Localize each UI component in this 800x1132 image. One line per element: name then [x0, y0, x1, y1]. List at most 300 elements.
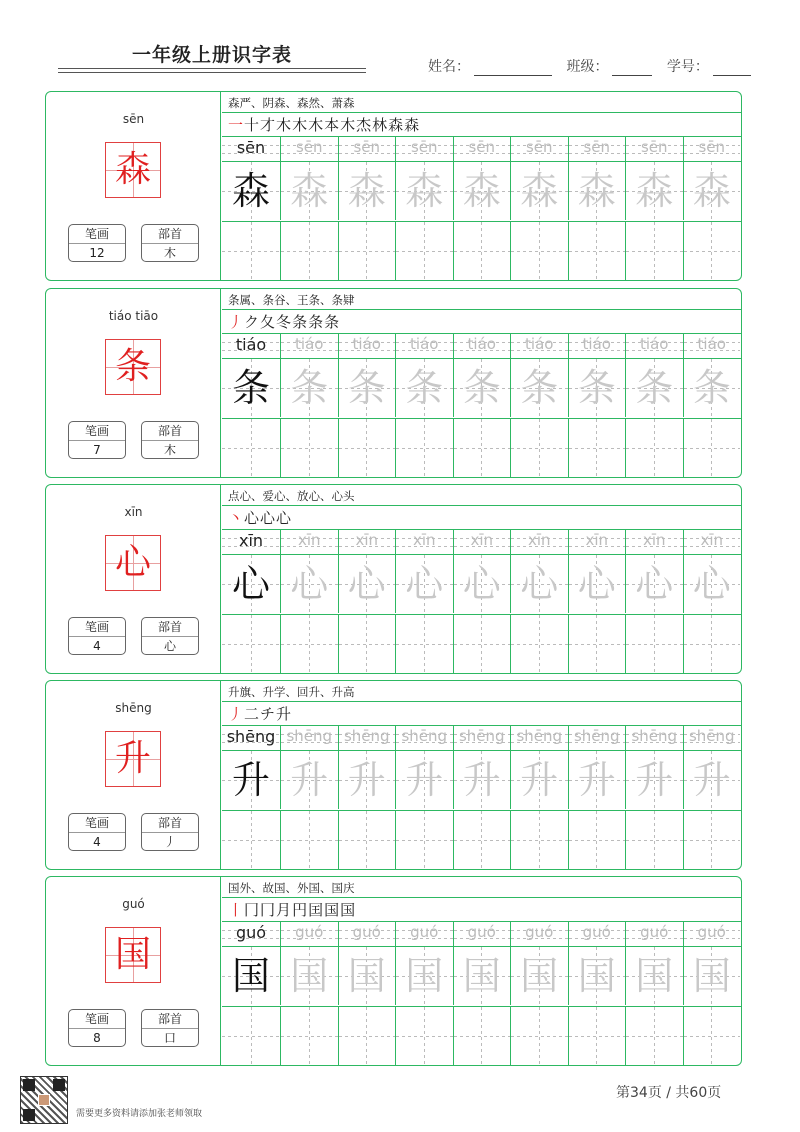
stroke-step: 冬 [276, 313, 292, 331]
practice-cell[interactable] [280, 811, 338, 869]
trace-cell[interactable] [395, 555, 453, 613]
radical-box [141, 813, 199, 851]
practice-cell[interactable] [568, 1007, 626, 1065]
practice-cell[interactable] [510, 615, 568, 673]
trace-cell[interactable] [453, 555, 511, 613]
stroke-step: 条 [292, 313, 308, 331]
pinyin-cell[interactable] [683, 922, 741, 946]
trace-cell[interactable] [510, 947, 568, 1005]
trace-cell[interactable] [280, 162, 338, 220]
stroke-step: 升 [276, 705, 292, 723]
title-underline-2 [58, 72, 366, 73]
pinyin-text: guó [352, 923, 381, 941]
stroke-count-label: 笔画 [69, 814, 125, 833]
practice-cell[interactable] [625, 419, 683, 477]
char-info-panel [46, 877, 221, 1065]
pinyin-cell[interactable] [222, 530, 280, 554]
trace-cell[interactable] [510, 751, 568, 809]
pinyin-cell[interactable] [280, 137, 338, 161]
trace-cell[interactable] [338, 751, 396, 809]
grid-line [222, 505, 741, 506]
example-words: 森严、阴森、森然、萧森 [228, 96, 355, 110]
trace-cell[interactable] [395, 162, 453, 220]
trace-cell[interactable] [625, 162, 683, 220]
char-box [105, 339, 161, 395]
practice-cell[interactable] [683, 615, 741, 673]
character-card [45, 91, 742, 281]
practice-cell[interactable] [453, 419, 511, 477]
stroke-step: 森 [404, 116, 420, 134]
title-underline [58, 68, 366, 69]
radical-value: 丿 [163, 835, 176, 849]
practice-cell[interactable] [395, 419, 453, 477]
practice-cell[interactable] [222, 811, 280, 869]
radical-label: 部首 [142, 618, 198, 637]
stroke-step: 森 [388, 116, 404, 134]
pinyin-cell[interactable] [568, 334, 626, 358]
trace-char: 森 [462, 169, 501, 213]
pinyin-text: shēng [516, 727, 563, 745]
practice-cell[interactable] [683, 222, 741, 280]
trace-cell[interactable] [568, 947, 626, 1005]
stroke-count-label: 笔画 [69, 225, 125, 244]
stroke-count-box [68, 1009, 126, 1047]
stroke-step: 丨 [228, 901, 244, 919]
trace-char: 森 [347, 169, 386, 213]
pinyin-cell[interactable] [222, 334, 280, 358]
pinyin-text: xīn [297, 531, 321, 549]
practice-cell[interactable] [280, 222, 338, 280]
trace-cell[interactable] [338, 555, 396, 613]
practice-grid [222, 485, 741, 673]
trace-cell[interactable] [395, 947, 453, 1005]
practice-cell[interactable] [395, 222, 453, 280]
trace-char: 国 [577, 954, 616, 998]
pinyin-cell[interactable] [453, 922, 511, 946]
trace-cell[interactable] [338, 162, 396, 220]
stroke-step: 林 [372, 116, 388, 134]
pinyin-text: guó [467, 923, 496, 941]
pinyin-text: sēn [640, 138, 668, 156]
trace-cell[interactable] [280, 359, 338, 417]
pinyin-cell[interactable] [280, 530, 338, 554]
trace-cell[interactable] [280, 555, 338, 613]
pinyin-cell[interactable] [280, 922, 338, 946]
character-card [45, 484, 742, 674]
trace-char: 国 [635, 954, 674, 998]
trace-cell[interactable] [453, 947, 511, 1005]
stroke-step: チ [260, 705, 276, 723]
trace-cell[interactable] [280, 751, 338, 809]
trace-char: 心 [520, 562, 559, 606]
pinyin-text: shēng [688, 727, 735, 745]
pinyin-text: guó [410, 923, 439, 941]
practice-row [222, 615, 741, 673]
trace-cell[interactable] [222, 555, 280, 613]
stroke-count-box [68, 224, 126, 262]
stroke-step: 丿 [228, 705, 244, 723]
practice-cell[interactable] [510, 222, 568, 280]
trace-char: 条 [462, 366, 501, 410]
practice-row [222, 811, 741, 869]
stroke-order [228, 311, 340, 333]
trace-char: 升 [692, 758, 731, 802]
trace-cell[interactable] [510, 162, 568, 220]
pinyin-cell[interactable] [222, 922, 280, 946]
char-glyph: 升 [114, 738, 151, 779]
pinyin-cell[interactable] [395, 922, 453, 946]
trace-cell[interactable] [222, 162, 280, 220]
trace-char: 心 [231, 562, 270, 606]
stroke-step: 冂 [260, 901, 276, 919]
trace-char: 升 [577, 758, 616, 802]
class-label: 班级： [566, 59, 609, 75]
practice-cell[interactable] [453, 222, 511, 280]
trace-char: 条 [347, 366, 386, 410]
pinyin-text: shēng [343, 727, 390, 745]
qr-code [20, 1076, 68, 1124]
pinyin-cell[interactable] [625, 726, 683, 750]
practice-cell[interactable] [625, 222, 683, 280]
pinyin-text: tiáo [582, 335, 611, 353]
trace-cell[interactable] [453, 359, 511, 417]
pinyin-text: shēng [286, 727, 333, 745]
pinyin-text: tiáo [410, 335, 439, 353]
trace-cell[interactable] [568, 751, 626, 809]
char-box [105, 142, 161, 198]
practice-cell[interactable] [338, 1007, 396, 1065]
stroke-count-value: 7 [93, 443, 101, 457]
pinyin-text: xīn [238, 531, 264, 550]
trace-row [222, 751, 741, 809]
trace-cell[interactable] [568, 162, 626, 220]
practice-cell[interactable] [222, 419, 280, 477]
trace-cell[interactable] [395, 751, 453, 809]
pinyin-text: sēn [236, 138, 266, 157]
practice-cell[interactable] [280, 615, 338, 673]
pinyin-cell[interactable] [222, 726, 280, 750]
practice-row [222, 1007, 741, 1065]
pinyin-cell[interactable] [625, 334, 683, 358]
pinyin-text: tiáo [525, 335, 554, 353]
pinyin-row [222, 334, 741, 358]
practice-row [222, 419, 741, 477]
pinyin-cell[interactable] [683, 726, 741, 750]
trace-cell[interactable] [338, 359, 396, 417]
pinyin-text: xīn [527, 531, 551, 549]
pinyin-cell[interactable] [338, 726, 396, 750]
practice-cell[interactable] [683, 1007, 741, 1065]
stroke-step: 心 [276, 509, 292, 527]
practice-cell[interactable] [625, 1007, 683, 1065]
pinyin-text: guó [525, 923, 554, 941]
practice-cell[interactable] [338, 419, 396, 477]
char-info-panel [46, 289, 221, 477]
char-glyph: 森 [114, 149, 151, 190]
trace-char: 心 [577, 562, 616, 606]
practice-cell[interactable] [222, 1007, 280, 1065]
pinyin-cell[interactable] [453, 334, 511, 358]
pinyin-text: xīn [700, 531, 724, 549]
pinyin-text: guó [697, 923, 726, 941]
student-info-fields [428, 56, 761, 76]
grid-line [222, 701, 741, 702]
stroke-count-value: 8 [93, 1031, 101, 1045]
practice-cell[interactable] [395, 615, 453, 673]
radical-label: 部首 [142, 422, 198, 441]
pinyin-cell[interactable] [510, 530, 568, 554]
char-box [105, 731, 161, 787]
trace-char: 森 [231, 169, 270, 213]
pinyin-cell[interactable] [568, 137, 626, 161]
pinyin-text: shēng [226, 727, 276, 746]
trace-cell[interactable] [222, 947, 280, 1005]
trace-char: 心 [290, 562, 329, 606]
pinyin-cell[interactable] [280, 334, 338, 358]
pinyin-text: sēn [525, 138, 553, 156]
pinyin-text: tiáo [467, 335, 496, 353]
stroke-step: 一 [228, 116, 244, 134]
trace-char: 升 [347, 758, 386, 802]
practice-cell[interactable] [510, 1007, 568, 1065]
stroke-count-value: 4 [93, 835, 101, 849]
radical-value: 心 [163, 639, 176, 653]
trace-cell[interactable] [683, 359, 741, 417]
stroke-count-box [68, 813, 126, 851]
student-no-label: 学号： [666, 59, 709, 75]
pinyin-text: tiáo [697, 335, 726, 353]
practice-cell[interactable] [338, 615, 396, 673]
stroke-step: ク [244, 313, 260, 331]
pinyin-text: sēn [698, 138, 726, 156]
document-title: 一年级上册识字表 [131, 44, 292, 66]
char-glyph: 条 [114, 346, 151, 387]
trace-cell[interactable] [625, 947, 683, 1005]
pinyin-cell[interactable] [683, 530, 741, 554]
trace-cell[interactable] [280, 947, 338, 1005]
stroke-step: 国 [340, 901, 356, 919]
example-words: 国外、故国、外国、国庆 [228, 881, 355, 895]
practice-cell[interactable] [683, 419, 741, 477]
practice-cell[interactable] [280, 1007, 338, 1065]
trace-char: 升 [462, 758, 501, 802]
trace-cell[interactable] [510, 555, 568, 613]
pinyin-cell[interactable] [625, 922, 683, 946]
pinyin-cell[interactable] [683, 334, 741, 358]
stroke-order [228, 703, 292, 725]
practice-cell[interactable] [568, 615, 626, 673]
practice-cell[interactable] [568, 811, 626, 869]
char-info-panel [46, 681, 221, 869]
trace-row [222, 555, 741, 613]
pinyin-cell[interactable] [453, 726, 511, 750]
pinyin-cell[interactable] [510, 137, 568, 161]
trace-char: 条 [405, 366, 444, 410]
pinyin-cell[interactable] [338, 137, 396, 161]
pinyin-text: sēn [468, 138, 496, 156]
trace-cell[interactable] [625, 555, 683, 613]
pinyin-cell[interactable] [625, 137, 683, 161]
name-field[interactable] [474, 60, 552, 76]
char-pinyin: sēn [122, 112, 145, 126]
practice-cell[interactable] [568, 222, 626, 280]
trace-char: 心 [635, 562, 674, 606]
practice-cell[interactable] [683, 811, 741, 869]
student-no-field[interactable] [713, 60, 751, 76]
pinyin-cell[interactable] [338, 334, 396, 358]
stroke-count-label: 笔画 [69, 1010, 125, 1029]
trace-char: 条 [520, 366, 559, 410]
practice-cell[interactable] [338, 811, 396, 869]
trace-char: 森 [692, 169, 731, 213]
character-card [45, 680, 742, 870]
example-words: 升旗、升学、回升、升高 [228, 685, 355, 699]
trace-char: 升 [405, 758, 444, 802]
stroke-count-value: 4 [93, 639, 101, 653]
footer-note: 需要更多资料请添加张老师领取 [76, 1109, 203, 1119]
trace-cell[interactable] [625, 359, 683, 417]
pinyin-text: sēn [295, 138, 323, 156]
stroke-step: 木 [276, 116, 292, 134]
pinyin-cell[interactable] [510, 334, 568, 358]
pinyin-cell[interactable] [568, 922, 626, 946]
trace-cell[interactable] [510, 359, 568, 417]
pinyin-cell[interactable] [453, 530, 511, 554]
grid-line [222, 897, 741, 898]
pinyin-text: tiáo [295, 335, 324, 353]
pinyin-cell[interactable] [510, 726, 568, 750]
trace-cell[interactable] [395, 359, 453, 417]
trace-cell[interactable] [683, 162, 741, 220]
practice-cell[interactable] [222, 615, 280, 673]
practice-row [222, 222, 741, 280]
stroke-step: 十 [244, 116, 260, 134]
pinyin-cell[interactable] [222, 137, 280, 161]
trace-char: 升 [520, 758, 559, 802]
pinyin-text: guó [582, 923, 611, 941]
trace-char: 森 [520, 169, 559, 213]
stroke-step: 条 [308, 313, 324, 331]
practice-grid [222, 681, 741, 869]
trace-char: 国 [347, 954, 386, 998]
pinyin-cell[interactable] [453, 137, 511, 161]
pinyin-cell[interactable] [568, 726, 626, 750]
stroke-step: 円 [292, 901, 308, 919]
trace-char: 升 [635, 758, 674, 802]
pinyin-cell[interactable] [395, 334, 453, 358]
practice-cell[interactable] [395, 811, 453, 869]
stroke-count-value: 12 [89, 246, 105, 260]
practice-cell[interactable] [453, 811, 511, 869]
trace-cell[interactable] [625, 751, 683, 809]
trace-cell[interactable] [222, 751, 280, 809]
char-pinyin: tiáo tiāo [108, 309, 159, 323]
practice-cell[interactable] [338, 222, 396, 280]
page-header [0, 0, 800, 88]
pinyin-text: shēng [573, 727, 620, 745]
practice-grid [222, 877, 741, 1065]
stroke-order [228, 507, 292, 529]
pinyin-text: xīn [470, 531, 494, 549]
stroke-count-label: 笔画 [69, 422, 125, 441]
stroke-step: 囯 [308, 901, 324, 919]
pinyin-cell[interactable] [395, 530, 453, 554]
trace-char: 心 [692, 562, 731, 606]
trace-cell[interactable] [683, 947, 741, 1005]
stroke-order [228, 899, 356, 921]
pinyin-cell[interactable] [568, 530, 626, 554]
radical-value: 木 [163, 246, 176, 260]
radical-box [141, 1009, 199, 1047]
practice-cell[interactable] [510, 419, 568, 477]
pinyin-text: xīn [585, 531, 609, 549]
pinyin-cell[interactable] [395, 726, 453, 750]
pinyin-text: sēn [353, 138, 381, 156]
stroke-step: 木 [292, 116, 308, 134]
practice-cell[interactable] [625, 615, 683, 673]
stroke-step: 月 [276, 901, 292, 919]
trace-char: 森 [290, 169, 329, 213]
practice-cell[interactable] [453, 615, 511, 673]
trace-char: 条 [290, 366, 329, 410]
stroke-step: 丿 [228, 313, 244, 331]
grid-line [222, 112, 741, 113]
trace-cell[interactable] [338, 947, 396, 1005]
trace-char: 国 [520, 954, 559, 998]
practice-grid [222, 92, 741, 280]
pinyin-cell[interactable] [338, 530, 396, 554]
trace-char: 条 [635, 366, 674, 410]
practice-cell[interactable] [510, 811, 568, 869]
trace-cell[interactable] [683, 555, 741, 613]
radical-value: 口 [163, 1031, 176, 1045]
trace-cell[interactable] [453, 751, 511, 809]
stroke-count-box [68, 617, 126, 655]
stroke-step: 冂 [244, 901, 260, 919]
trace-cell[interactable] [568, 359, 626, 417]
radical-box [141, 224, 199, 262]
pinyin-cell[interactable] [280, 726, 338, 750]
pinyin-text: guó [235, 923, 267, 942]
pinyin-cell[interactable] [510, 922, 568, 946]
practice-cell[interactable] [568, 419, 626, 477]
pinyin-text: sēn [410, 138, 438, 156]
trace-row [222, 359, 741, 417]
practice-cell[interactable] [280, 419, 338, 477]
trace-char: 升 [290, 758, 329, 802]
class-field[interactable] [612, 60, 652, 76]
trace-cell[interactable] [222, 359, 280, 417]
pinyin-cell[interactable] [625, 530, 683, 554]
practice-cell[interactable] [222, 222, 280, 280]
pinyin-cell[interactable] [395, 137, 453, 161]
practice-cell[interactable] [453, 1007, 511, 1065]
stroke-step: 才 [260, 116, 276, 134]
trace-cell[interactable] [683, 751, 741, 809]
trace-char: 心 [405, 562, 444, 606]
pinyin-row [222, 922, 741, 946]
trace-char: 国 [231, 954, 270, 998]
pinyin-cell[interactable] [683, 137, 741, 161]
char-glyph: 国 [114, 934, 151, 975]
practice-cell[interactable] [625, 811, 683, 869]
trace-cell[interactable] [568, 555, 626, 613]
practice-cell[interactable] [395, 1007, 453, 1065]
pinyin-cell[interactable] [338, 922, 396, 946]
trace-cell[interactable] [453, 162, 511, 220]
pinyin-text: guó [640, 923, 669, 941]
example-words: 点心、爱心、放心、心头 [228, 489, 355, 503]
